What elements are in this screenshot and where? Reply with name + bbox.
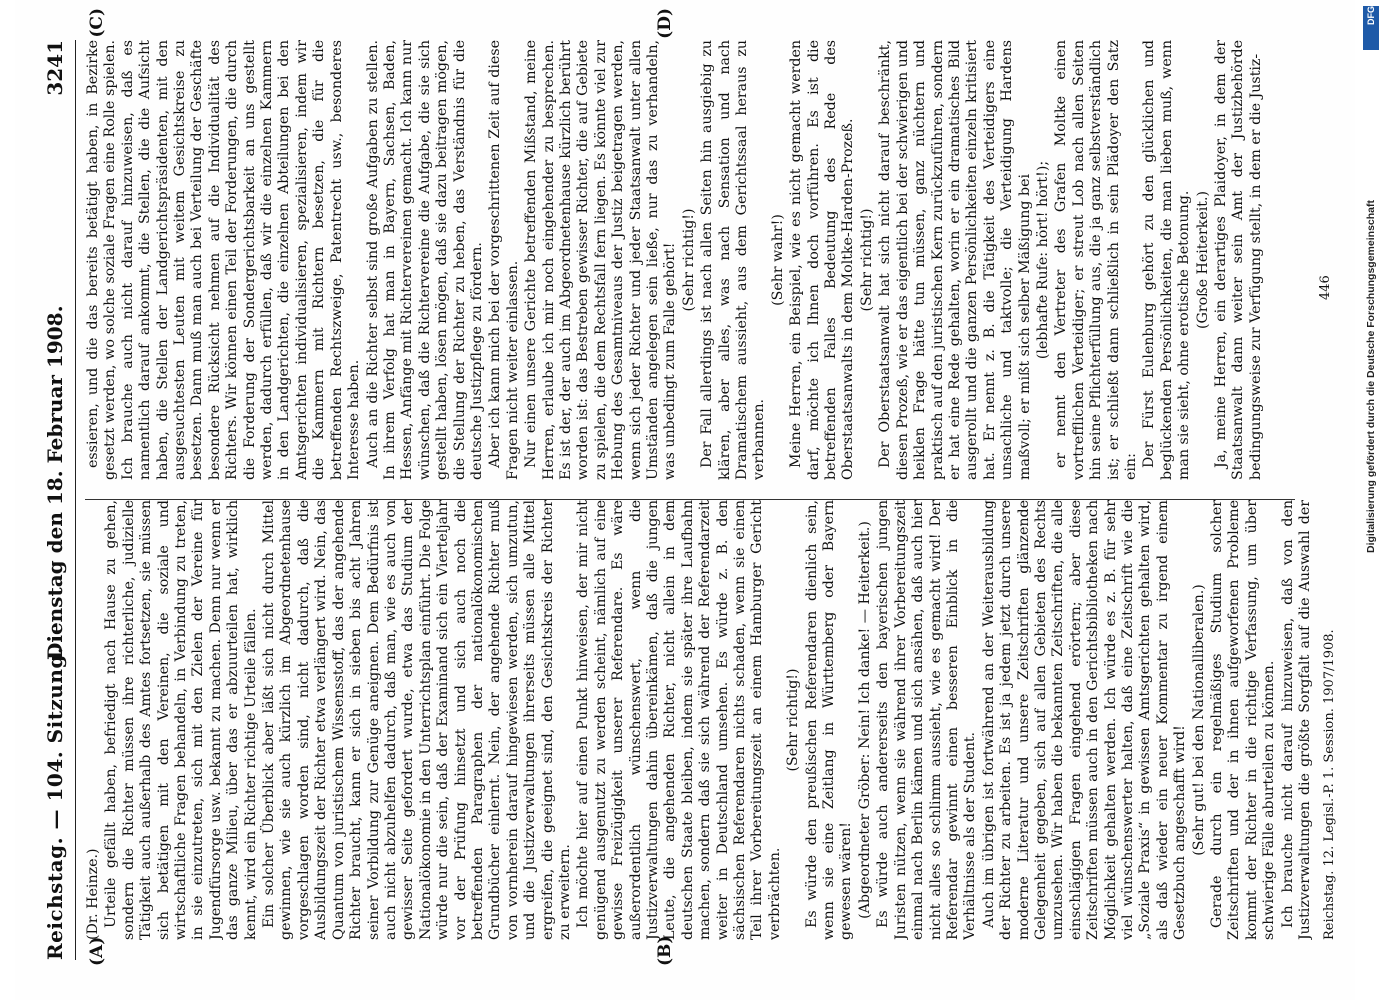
paragraph: Meine Herren, ein Beispiel, wie es nicht gemacht werden darf, möchte ich Ihnen doch vorführen. Es ist die betreffenden Falles Bedeutung des Rede des Oberstaatsanwalts in dem Moltke-Harden-Prozeß. [788,40,857,480]
interjection: (Sehr gut! bei den Nationalliberalen.) [1190,584,1207,856]
paragraph: Auch im übrigen ist fortwährend an der Weiterausbildung der Richter zu arbeiten. Es ist ja jedem jetzt durch unsere moderne Literatur und unsere Zeitschriften glänzende Gelegenheit gegeben, sich auf allen Gebieten des Rechts umzusehen. Wir haben die bekannten Zeitschriften, die alle einschlägigen Fragen eingehend erörtern; aber diese Zeitschriften müssen auch in den Gerichtsbibliotheken nach Möglichkeit gehalten werden. Ich würde es z. B. für sehr viel wünschenswerter halten, daß eine Zeitschrift wie die „Soziale Praxis“ in gewissen Amtsgerichten gehalten wird, als daß wieder ein neuer Kommentar zu irgend einem Gesetzbuch angeschafft wird! [980,500,1189,940]
running-header [37,40,76,960]
header-left: Reichstag. — 104. Sitzung. [43,646,67,960]
interjection: (Sehr richtig!) [680,208,697,312]
footer-left: Reichstag. 12. Legisl.-P. 1. Session. 1907/1908. [1322,629,1337,940]
interjection: (Sehr richtig!) [785,668,802,772]
right-column [85,40,1315,480]
paragraph: Es würde auch andererseits den bayerischen jungen Juristen nützen, wenn sie während ihrer Vorbereitungszeit einmal nach Berlin kämen und sich ansähen, daß auch hier nicht alles so schlimm aussieht, wie es gemacht wird! Der Referendar gewinnt einen besseren Einblick in die Verhältnisse als der Student. [875,500,979,940]
interjection: (lebhafte Rufe: hört! hört!); [1034,160,1051,360]
left-column [85,500,1315,940]
paragraph: Aber ich kann mich bei der vorgeschrittenen Zeit auf diese Fragen nicht weiter einlassen. [487,40,521,480]
paragraph: Der Fürst Eulenburg gehört zu den glücklichen und beglückenden Persönlichkeiten, die man lieben muß, wenn man sie sieht, ohne erotische Betonung. [1141,40,1193,480]
paragraph: Urteile gefällt haben, befriedigt nach Hause zu gehen, sondern die Richter müssen ihre richterliche, judizielle Tätigkeit auch außerhalb des Amtes fortsetzen, sie müssen sich betätigen mit den Vereinen, die soziale und wirtschaftliche Fragen behandeln, in Verbindung zu treten, in sie einzutreten, sich mit den Zielen der Vereine für Jugendfürsorge usw. bekannt zu machen. Denn nur wenn er das ganze Milieu, über das er abzuurteilen hat, wirklich kennt, wird ein Richter richtige Urteile fällen. [103,500,259,940]
margin-mark-d: (D) [655,8,675,39]
paragraph: Der Oberstaatsanwalt hat sich nicht darauf beschränkt, diesen Prozeß, wie er das eigentlich bei der schwierigen und heiklen Frage hätte tun müssen, ganz nüchtern und praktisch auf den juristischen Kern zurückzuführen, sondern er hat eine Rede gehalten, worin er ein dramatisches Bild ausgerollt und die ganzen Persönlichkeiten einzeln kritisiert hat. Er nennt z. B. die Tätigkeit des Verteidigers eine unsachliche und taktvolle; die Verteidigung Hardens maßvoll; er mißt sich selber Mäßigung bei [877,40,1033,480]
paragraph: essieren, und die das bereits betätigt haben, in Bezirke gesetzt werden, wo solche soziale Fragen eine Rolle spielen. Ich brauche auch nicht darauf hinzuweisen, daß es namentlich darauf ankommt, die Stellen, die die Aufsicht haben, die Stellen der Landgerichtspräsidenten, mit den ausgesuchtesten Leuten mit weitem Gesichtskreise zu besetzen. Dann muß man auch bei Verteilung der Geschäfte besondere Rücksicht nehmen auf die Individualität des Richters. Wir können einen Teil der Forderungen, die durch die Forderung der Sondergerichtsbarkeit an uns gestellt werden, dadurch erfüllen, daß wir die einzelnen Kammern in den Landgerichten, die einzelnen Abteilungen bei den Amtsgerichten individualisieren, spezialisieren, indem wir die Kammern mit Richtern besetzen, die für die betreffenden Rechtszweige, Patentrecht usw., besonderes Interesse haben. [85,40,363,480]
footer-right: 446 [1318,275,1333,300]
dfg-logo [1363,6,1379,50]
paragraph: Auch an die Richter selbst sind große Aufgaben zu stellen. In ihrem Verfolg hat man in Bayern, Sachsen, Baden, Hessen, Anfänge mit Richtervereinen gemacht. Ich kann nur wünschen, daß die Richtervereine die Aufgabe, die sie sich gestellt haben, lösen mögen, daß sie dazu beitragen mögen, die Stellung der Richter zu heben, das Verständnis für die deutsche Justizpflege zu fördern. [364,40,485,480]
paragraph: Der Fall allerdings ist nach allen Seiten hin ausgiebig zu klären, aber alles, was nach Sensation und nach Dramatischem aussieht, aus dem Gerichtssaal heraus zu verbannen. [699,40,768,480]
page-number: 3241 [43,40,67,96]
digitization-credit: Digitalisierung gefördert durch die Deutsche Forschungsgemeinschaft [1365,200,1377,553]
interjection: (Sehr richtig!) [858,208,875,312]
interjection: (Abgeordneter Gröber: Nein! Ich danke! — Heiterkeit.) [856,521,873,919]
dfg-logo-text: DFG [1366,6,1376,25]
paragraph: Ein solcher Überblick aber läßt sich nicht durch Mittel gewinnen, wie sie auch kürzlich im Abgeordnetenhause vorgeschlagen worden sind, nicht dadurch, daß die Ausbildungszeit der Richter etwa verlängert wird. Nein, das Quantum von juristischem Wissensstoff, das der angehende Richter braucht, kann er sich in sieben bis acht Jahren seiner Vorbildung zur Genüge aneignen. Dem Bedürfnis ist auch nicht abzuhelfen dadurch, daß man, wie es auch von gewisser Seite gefordert wurde, etwa das Studium der Nationalökonomie in den Unterrichtsplan einführt. Die Folge würde nur die sein, daß der Examinand sich ein Vierteljahr vor der Prüfung hinsetzt und sich auch noch die betreffenden Paragraphen der nationalökonomischen Grundbücher einlernt. Nein, der angehende Richter muß von vornherein darauf hingewiesen werden, sich umzutun, und die Justizverwaltungen ihrerseits müssen alle Mittel ergreifen, die geeignet sind, den Gesichtskreis der Richter zu erweitern. [261,500,573,940]
column-divider [85,499,1295,500]
margin-mark-b: (B) [655,935,675,966]
interjection: (Große Heiterkeit.) [1194,190,1211,330]
speaker-label: (Dr. Heinze.) [85,848,101,940]
margin-mark-c: (C) [87,8,107,38]
margin-mark-a: (A) [87,936,107,966]
header-date: Dienstag den 18. Februar 1908. [43,305,67,660]
paragraph: Es würde den preußischen Referendaren dienlich sein, wenn sie eine Zeitlang in Württemberg oder Bayern gewesen wären! [803,500,855,940]
paragraph: Ich möchte hier auf einen Punkt hinweisen, der mir nicht genügend ausgenutzt zu werden scheint, nämlich auf eine gewisse Freizügigkeit unserer Referendare. Es wäre außerordentlich wünschenswert, wenn die Justizverwaltungen dahin übereinkämen, daß die jungen Leute, die angehenden Richter, nicht allein in dem deutschen Staate bleiben, indem sie später ihre Laufbahn machen, sondern daß sie sich während der Referendarzeit weiter in Deutschland umsehen. Es würde z. B. den sächsischen Referendaren nichts schaden, wenn sie einen Teil ihrer Vorbereitungszeit an einem Hamburger Gericht verbrächten. [575,500,783,940]
paragraph: er nennt den Vertreter des Grafen Moltke einen vortrefflichen Verteidiger; er streut Lob nach allen Seiten hin seine Pflichterfüllung aus, die ja ganz selbstverständlich ist; er schließt dann schließlich in sein Plädoyer den Satz ein: [1053,40,1139,480]
interjection: (Sehr wahr!) [769,214,786,306]
paragraph: Ich brauche nicht darauf hinzuweisen, daß von den Justizverwaltungen die größte Sorgfalt auf die Auswahl der [1279,500,1314,940]
paragraph: Gerade durch ein regelmäßiges Studium solcher Zeitschriften und der in ihnen aufgeworfenen Probleme kommt der Richter in die richtige Verfassung, um über schwierige Fälle aburteilen zu können. [1209,500,1278,940]
printed-sheet [15,0,1355,1000]
paragraph: Ja, meine Herren, ein derartiges Plaidoyer, in dem der Staatsanwalt dann weiter sein Amt der Justizbehörde bedingungsweise zur Verfügung stellt, in dem er die Justiz- [1213,40,1264,480]
paragraph: Nur einen unsere Gerichte betreffenden Mißstand, meine Herren, erlaube ich mir noch eingehender zu besprechen. Es ist der, der auch im Abgeordnetenhause kürzlich berührt worden ist: das Bestreben gewisser Richter, die auf Gebiete zu spielen, die dem Rechtsfall fern liegen. Es könnte viel zur Hebung des Gesamtniveaus der Justiz beigetragen werden, wenn sich jeder Richter und jeder Staatsanwalt unter allen Umständen angelegen sein ließe, nur das zu verhandeln, was unbedingt zum Falle gehört! [523,40,679,480]
